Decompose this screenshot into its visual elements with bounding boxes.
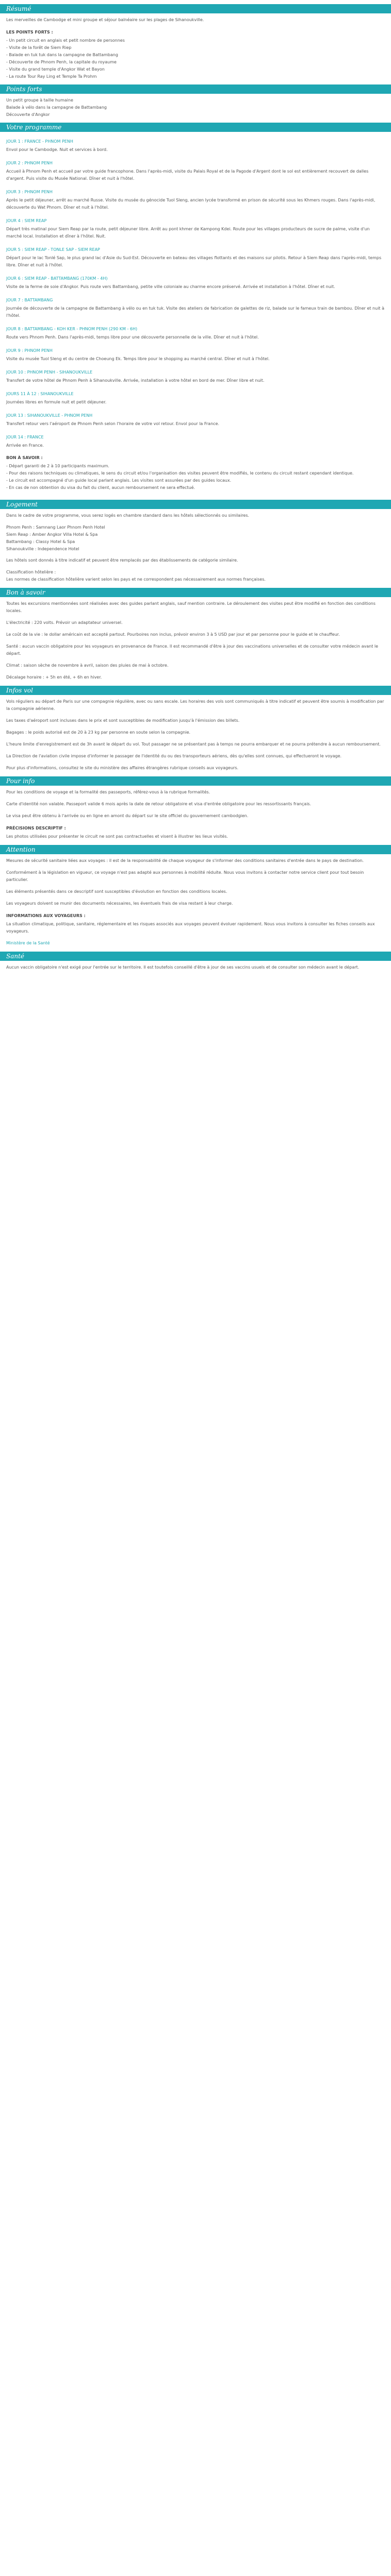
resume-bullet: - Visite du grand temple d'Angkor Wat et Bayon [6, 67, 105, 72]
day-text: Départ pour le lac Tonlé Sap, le plus grand lac d'Asie du Sud-Est. Découverte en bateau des villages flottants et des maisons sur pilotis. Retour à Siem Reap dans l'après-midi, temps libre. Dîner et nuit à l'hôtel. [6, 256, 382, 267]
page [0, 0, 391, 976]
day-text: Accueil à Phnom Penh et accueil par votre guide francophone. Dans l'après-midi, visite du Palais Royal et de la Pagode d'Argent dont le sol est entièrement recouvert de dalles d'argent. Puis visite du Musée National. Dîner et nuit à l'hôtel. [6, 169, 369, 181]
infos-paragraph: Vols réguliers au départ de Paris sur une compagnie régulière, avec ou sans escale. Les horaires des vols sont communiqués à titre indicatif et peuvent être soumis à modification par la compagnie aérienne. [6, 699, 384, 711]
section-header-pour-info: Pour info [0, 776, 391, 786]
points-forts-item: Découverte d'Angkor [6, 112, 50, 117]
hotel-item: Sihanoukville : Independence Hotel [6, 547, 79, 551]
attention-section [0, 857, 391, 947]
ministere-link-line [6, 940, 385, 947]
day-text: Transfert retour vers l'aéroport de Phnom Penh selon l'horaire de votre vol retour. Envol pour la France. [6, 421, 220, 426]
bon-a-savoir-item: - Départ garanti de 2 à 10 participants maximum. [6, 464, 109, 468]
day-title: JOUR 7 : BATTAMBANG [6, 298, 53, 302]
logement-section [0, 512, 391, 583]
logement-intro: Dans le cadre de votre programme, vous serez logés en chambre standard dans les hôtels sélectionnés ou similaires. [6, 513, 250, 518]
bon-savoir-paragraph: Santé : aucun vaccin obligatoire pour les voyageurs en provenance de France. Il est recommandé d'être à jour des vaccinations universelles et de consulter votre médecin avant le départ. [6, 644, 379, 656]
infos-paragraph: L'heure limite d'enregistrement est de 3h avant le départ du vol. Tout passager ne se présentant pas à temps ne pourra embarquer et ne pourra prétendre à aucun remboursement. [6, 742, 381, 747]
day-title: JOUR 13 : SIHANOUKVILLE - PHNOM PENH [6, 413, 93, 418]
infos-paragraph: La Direction de l'aviation civile impose d'informer le passager de l'identité du ou des transporteurs aériens, dès qu'elles sont connues, qui effectueront le voyage. [6, 754, 342, 758]
precisions-title: PRÉCISIONS DESCRIPTIF : [6, 826, 66, 831]
sante-text: Aucun vaccin obligatoire n'est exigé pour l'entrée sur le territoire. Il est toutefois conseillé d'être à jour de ses vaccins usuels et de consulter son médecin avant le départ. [6, 965, 360, 970]
day-title: JOUR 9 : PHNOM PENH [6, 348, 53, 353]
resume-bullet: - Un petit circuit en anglais et petit nombre de personnes [6, 38, 125, 43]
infos-paragraph: Bagages : le poids autorisé est de 20 à 23 kg par personne en soute selon la compagnie. [6, 730, 191, 735]
day-block [6, 189, 385, 211]
classification-title: Classification hôtelière : [6, 570, 56, 574]
ministere-sante-link[interactable]: Ministère de la Santé [6, 941, 50, 945]
classification-text: Les normes de classification hôtelière varient selon les pays et ne correspondent pas nécessairement aux normes françaises. [6, 577, 266, 582]
day-block [6, 391, 385, 406]
section-header-sante: Santé [0, 952, 391, 961]
pour-info-section [0, 789, 391, 840]
day-text: Transfert de votre hôtel de Phnom Penh à Sihanoukville. Arrivée, installation à votre hôtel en bord de mer. Dîner libre et nuit. [6, 378, 265, 383]
resume-bullet: - Balade en tuk tuk dans la campagne de Battambang [6, 53, 118, 57]
day-block [6, 160, 385, 182]
bon-a-savoir-item: - Pour des raisons techniques ou climatiques, le sens du circuit et/ou l'organisation des visites peuvent être modifiés, le contenu du circuit restant cependant identique. [6, 471, 354, 476]
bon-savoir-paragraph: L'électricité : 220 volts. Prévoir un adaptateur universel. [6, 620, 123, 625]
day-block [6, 217, 385, 240]
day-block [6, 138, 385, 154]
sante-section [0, 964, 391, 971]
infos-voyageurs-text: La situation climatique, politique, sanitaire, réglementaire et les risques associés aux voyages peuvent évoluer rapidement. Nous vous invitons à consulter les fiches conseils aux voyageurs. [6, 922, 375, 934]
attention-paragraph: Conformément à la législation en vigueur, ce voyage n'est pas adapté aux personnes à mobilité réduite. Nous vous invitons à contacter notre service client pour tout besoin particulier. [6, 870, 364, 882]
day-text: Visite du musée Tuol Sleng et du centre de Choeung Ek. Temps libre pour le shopping au marché central. Dîner et nuit à l'hôtel. [6, 357, 270, 361]
day-text: Journées libres en formule nuit et petit déjeuner. [6, 400, 107, 404]
section-header-points-forts: Points forts [0, 84, 391, 94]
pour-info-paragraph: Carte d'identité non valable. Passeport valide 6 mois après la date de retour obligatoire et visa d'entrée obligatoire pour les ressortissants français. [6, 802, 312, 806]
day-block [6, 369, 385, 384]
day-block [6, 246, 385, 269]
points-forts-item: Balade à vélo dans la campagne de Battambang [6, 105, 107, 110]
day-text: Après le petit déjeuner, arrêt au marché Russe. Visite du musée du génocide Tuol Sleng, ancien lycée transformé en prison de sécurité sous les Khmers rouges. Dans l'après-midi, découverte du Wat Phnom. Dîner et nuit à l'hôtel. [6, 198, 376, 210]
day-block [6, 326, 385, 341]
infos-paragraph: Pour plus d'informations, consultez le site du ministère des affaires étrangères rubrique conseils aux voyageurs. [6, 766, 239, 770]
points-forts-title: LES POINTS FORTS : [6, 30, 53, 35]
bon-savoir-paragraph: Climat : saison sèche de novembre à avril, saison des pluies de mai à octobre. [6, 663, 169, 668]
day-text: Arrivée en France. [6, 443, 44, 448]
day-text: Envol pour le Cambodge. Nuit et services à bord. [6, 147, 108, 152]
bon-savoir-paragraph: Toutes les excursions mentionnées sont réalisées avec des guides parlant anglais, sauf mention contraire. Le déroulement des visites peut être modifié en fonction des conditions locales. [6, 601, 376, 613]
hotel-item: Phnom Penh : Samnang Laor Phnom Penh Hotel [6, 525, 105, 530]
precisions-text: Les photos utilisées pour présenter le circuit ne sont pas contractuelles et visent à illustrer les lieux visités. [6, 834, 228, 839]
day-title: JOUR 4 : SIEM REAP [6, 218, 47, 223]
day-title: JOUR 5 : SIEM REAP - TONLE SAP - SIEM REAP [6, 247, 100, 252]
points-forts-section [0, 97, 391, 118]
day-text: Départ très matinal pour Siem Reap par la route, petit déjeuner libre. Arrêt au pont khmer de Kampong Kdei. Route pour les villages producteurs de sucre de palme, visite d'un marché local. Installation et dîner à l'hôtel. Nuit. [6, 227, 370, 239]
resume-bullets [6, 37, 385, 80]
points-forts-item: Un petit groupe à taille humaine [6, 98, 73, 103]
section-header-programme: Votre programme [0, 123, 391, 132]
attention-paragraph: Mesures de sécurité sanitaire liées aux voyages : il est de la responsabilité de chaque voyageur de s'informer des conditions sanitaires d'entrée dans le pays de destination. [6, 858, 364, 863]
day-text: Route vers Phnom Penh. Dans l'après-midi, temps libre pour une découverte personnelle de la ville. Dîner et nuit à l'hôtel. [6, 335, 259, 340]
hotel-item: Battambang : Classy Hotel & Spa [6, 539, 75, 544]
day-title: JOUR 8 : BATTAMBANG - KOH KER - PHNOM PENH (290 KM - 6H) [6, 327, 138, 331]
bon-a-savoir-title: BON À SAVOIR : [6, 455, 43, 460]
day-title: JOUR 10 : PHNOM PENH - SIHANOUKVILLE [6, 370, 93, 375]
day-title: JOURS 11 À 12 : SIHANOUKVILLE [6, 392, 74, 396]
section-header-resume: Résumé [0, 4, 391, 13]
bon-a-savoir-item: - En cas de non obtention du visa du fait du client, aucun remboursement ne sera effectué. [6, 485, 196, 490]
section-header-infos-vol: Infos vol [0, 686, 391, 695]
bon-savoir-paragraph: Décalage horaire : + 5h en été, + 6h en hiver. [6, 675, 102, 680]
section-header-bon-a-savoir: Bon à savoir [0, 588, 391, 597]
bon-a-savoir-item: - Le circuit est accompagné d'un guide local parlant anglais. Les visites sont assurées par des guides locaux. [6, 478, 232, 483]
resume-section [0, 16, 391, 80]
section-header-logement: Logement [0, 500, 391, 509]
day-title: JOUR 6 : SIEM REAP - BATTAMBANG (170KM - 4H) [6, 276, 108, 281]
day-text: Journée de découverte de la campagne de Battambang à vélo ou en tuk tuk. Visite des ateliers de fabrication de galettes de riz, balade sur le fameux train de bambou. Dîner et nuit à l'hôtel. [6, 306, 385, 318]
resume-intro: Les merveilles de Cambodge et mini groupe et séjour balnéaire sur les plages de Sihanoukville. [6, 18, 204, 22]
programme-section [0, 138, 391, 496]
day-text: Visite de la ferme de soie d'Angkor. Puis route vers Battambang, petite ville coloniale au charme encore préservé. Arrivée et installation à l'hôtel. Dîner et nuit. [6, 284, 335, 289]
logement-note: Les hôtels sont donnés à titre indicatif et peuvent être remplacés par des établissements de catégorie similaire. [6, 558, 238, 563]
day-block [6, 434, 385, 449]
attention-paragraph: Les voyageurs doivent se munir des documents nécessaires, les éventuels frais de visa restant à leur charge. [6, 901, 233, 906]
resume-bullet: - Visite de la forêt de Siem Riep [6, 45, 72, 50]
resume-bullet: - Découverte de Phnom Penh, la capitale du royaume [6, 60, 117, 64]
day-title: JOUR 3 : PHNOM PENH [6, 190, 53, 194]
hotel-item: Siem Reap : Amber Angkor Villa Hotel & Spa [6, 532, 98, 537]
attention-paragraph: Les éléments présentés dans ce descriptif sont susceptibles d'évolution en fonction des conditions locales. [6, 889, 227, 894]
day-block [6, 412, 385, 428]
resume-bullet: - La route Tour Ray Ling et Temple Ta Prohm [6, 74, 97, 79]
infos-vol-section [0, 698, 391, 772]
section-header-attention: Attention [0, 845, 391, 854]
pour-info-paragraph: Le visa peut être obtenu à l'arrivée ou en ligne en amont du départ sur le site officiel du gouvernement cambodgien. [6, 814, 249, 818]
day-title: JOUR 1 : FRANCE - PHNOM PENH [6, 139, 73, 144]
bon-savoir-paragraph: Le coût de la vie : le dollar américain est accepté partout. Pourboires non inclus, prévoir environ 3 à 5 USD par jour et par personne pour le guide et le chauffeur. [6, 632, 340, 637]
day-block [6, 275, 385, 291]
infos-paragraph: Les taxes d'aéroport sont incluses dans le prix et sont susceptibles de modification jusqu'à l'émission des billets. [6, 718, 240, 723]
pour-info-paragraph: Pour les conditions de voyage et la formalité des passeports, référez-vous à la rubrique formalités. [6, 790, 210, 794]
day-block [6, 347, 385, 363]
bon-a-savoir-section [0, 600, 391, 681]
day-block [6, 297, 385, 319]
day-title: JOUR 2 : PHNOM PENH [6, 161, 53, 165]
day-title: JOUR 14 : FRANCE [6, 435, 44, 439]
infos-voyageurs-title: INFORMATIONS AUX VOYAGEURS : [6, 913, 86, 918]
